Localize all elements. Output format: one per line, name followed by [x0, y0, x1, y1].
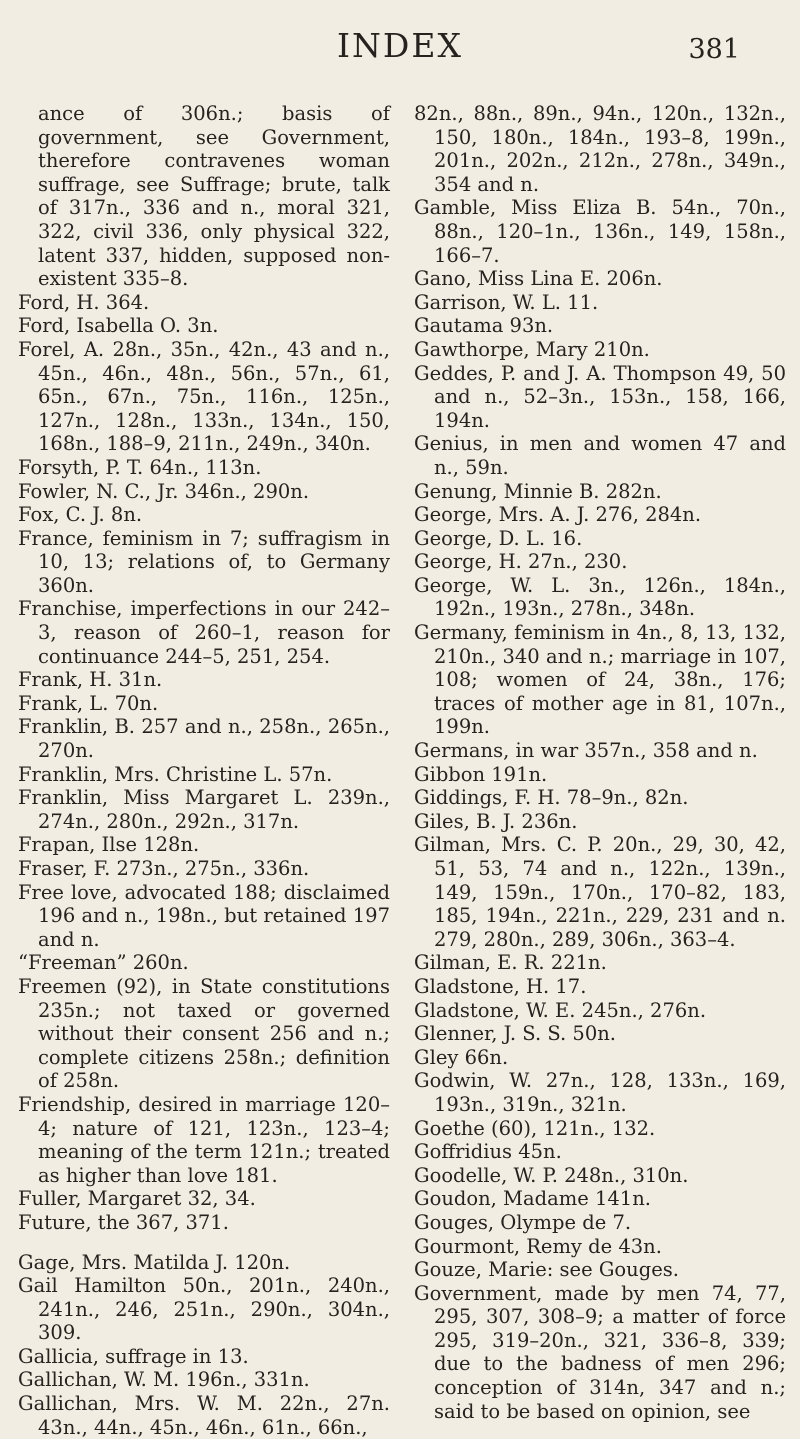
index-entry: Gibbon 191n. — [414, 762, 548, 786]
index-entry: Germany, feminism in 4n., 8, 13, 132, 210n., 340 and n.; marriage in 107, 108; women of 24, 38n., 176; traces of mother age in 81, 107n., 199n. — [414, 621, 786, 739]
index-entry: Genung, Minnie B. 282n. — [414, 479, 662, 503]
index-entry: Frank, L. 70n. — [18, 691, 159, 715]
index-entry: Franklin, Miss Margaret L. 239n., 274n., 280n., 292n., 317n. — [18, 786, 390, 833]
index-entry: Gautama 93n. — [414, 314, 554, 338]
index-entry: Free love, advocated 188; disclaimed 196 and n., 198n., but retained 197 and n. — [18, 880, 390, 951]
index-entry: Fowler, N. C., Jr. 346n., 290n. — [18, 479, 310, 503]
index-entry: Gawthorpe, Mary 210n. — [414, 337, 650, 361]
index-entry: Glenner, J. S. S. 50n. — [414, 1022, 616, 1046]
index-entry: George, Mrs. A. J. 276, 284n. — [414, 503, 702, 527]
index-entry: “Freeman” 260n. — [18, 951, 189, 975]
index-entry: 82n., 88n., 89n., 94n., 120n., 132n., 150, 180n., 184n., 193–8, 199n., 201n., 202n., 212n., 278n., 349n., 354 and n. — [414, 102, 786, 196]
index-entry: Ford, Isabella O. 3n. — [18, 314, 219, 338]
index-entry: Government, made by men 74, 77, 295, 307, 308–9; a matter of force 295, 319–20n., 321, 336–8, 339; due to the badness of men 296; conception of 314n, 347 and n.; said to be based on opinion, see — [414, 1281, 786, 1423]
index-entry: Germans, in war 357n., 358 and n. — [414, 739, 758, 763]
index-entry: Gladstone, H. 17. — [414, 974, 587, 998]
index-entry: Fuller, Margaret 32, 34. — [18, 1187, 256, 1211]
index-entry: Gail Hamilton 50n., 201n., 240n., 241n., 246, 251n., 290n., 304n., 309. — [18, 1274, 390, 1345]
index-entry: Gley 66n. — [414, 1045, 509, 1069]
index-entry: Freemen (92), in State constitutions 235n.; not taxed or governed without their consent 256 and n.; complete citizens 258n.; definition of 258n. — [18, 974, 390, 1093]
index-entry: Gilman, E. R. 221n. — [414, 951, 607, 975]
index-entry: Fox, C. J. 8n. — [18, 503, 143, 527]
index-entry: Franklin, B. 257 and n., 258n., 265n., 270n. — [18, 715, 390, 763]
index-entry: Goudon, Madame 141n. — [414, 1187, 651, 1211]
index-entry: Gladstone, W. E. 245n., 276n. — [414, 998, 707, 1022]
index-entry: Frapan, Ilse 128n. — [18, 833, 200, 857]
index-entry: Giles, B. J. 236n. — [414, 809, 578, 833]
index-entry: George, W. L. 3n., 126n., 184n., 192n., 193n., 278n., 348n. — [414, 573, 786, 621]
index-entry: Gage, Mrs. Matilda J. 120n. — [18, 1250, 291, 1274]
index-entry: Garrison, W. L. 11. — [414, 290, 599, 314]
index-entry: Godwin, W. 27n., 128, 133n., 169, 193n., 319n., 321n. — [414, 1069, 786, 1116]
index-entry: Forel, A. 28n., 35n., 42n., 43 and n., 45n., 46n., 48n., 56n., 57n., 61, 65n., 67n., 75n., 116n., 125n., 127n., 128n., 133n., 134n., 150, 168n., 188–9, 211n., 249n., 340n. — [18, 337, 390, 456]
index-entry: Gallichan, Mrs. W. M. 22n., 27n. 43n., 44n., 45n., 46n., 61n., 66n., — [18, 1392, 390, 1439]
index-entry: Ford, H. 364. — [18, 290, 150, 314]
index-entry: Gallichan, W. M. 196n., 331n. — [18, 1368, 310, 1392]
index-entry: France, feminism in 7; suffragism in 10, 13; relations of, to Germany 360n. — [18, 526, 390, 597]
index-entry: Franchise, imperfections in our 242–3, reason of 260–1, reason for continuance 244–5, 251, 254. — [18, 597, 390, 668]
index-entry: ance of 306n.; basis of government, see Government, therefore contravenes woman suffrage, see Suffrage; brute, talk of 317n., 336 and n., moral 321, 322, civil 336, only physical 322, latent 337, hidden, supposed non-existent 335–8. — [38, 102, 390, 291]
index-entry: Franklin, Mrs. Christine L. 57n. — [18, 762, 333, 786]
index-entry: George, H. 27n., 230. — [414, 550, 628, 574]
index-entry: Gourmont, Remy de 43n. — [414, 1234, 662, 1258]
index-entry: Friendship, desired in marriage 120–4; nature of 121, 123n., 123–4; meaning of the term 121n.; treated as higher than love 181. — [18, 1092, 390, 1187]
index-column-right — [414, 102, 786, 1423]
index-entry: Geddes, P. and J. A. Thompson 49, 50 and n., 52–3n., 153n., 158, 166, 194n. — [414, 361, 786, 432]
index-entry: Giddings, F. H. 78–9n., 82n. — [414, 786, 689, 810]
index-entry: Gouges, Olympe de 7. — [414, 1210, 632, 1234]
page-number: 381 — [688, 34, 740, 65]
page-header — [0, 0, 800, 92]
index-entry: Gallicia, suffrage in 13. — [18, 1344, 249, 1368]
index-entry: Gilman, Mrs. C. P. 20n., 29, 30, 42, 51, 53, 74 and n., 122n., 139n., 149, 159n., 170n., 170–82, 183, 185, 194n., 221n., 229, 231 and n. 279, 280n., 289, 306n., 363–4. — [414, 833, 786, 951]
index-entry: Goodelle, W. P. 248n., 310n. — [414, 1163, 689, 1187]
index-entry: Gamble, Miss Eliza B. 54n., 70n., 88n., 120–1n., 136n., 149, 158n., 166–7. — [414, 196, 786, 267]
index-entry: Forsyth, P. T. 64n., 113n. — [18, 455, 262, 479]
index-entry: Gouze, Marie: see Gouges. — [414, 1258, 679, 1282]
index-entry: George, D. L. 16. — [414, 526, 583, 550]
index-entry: Fraser, F. 273n., 275n., 336n. — [18, 857, 310, 880]
index-column-left — [18, 102, 390, 1439]
index-entry: Genius, in men and women 47 and n., 59n. — [414, 432, 786, 479]
index-entry: Goffridius 45n. — [414, 1140, 562, 1164]
index-entry: Frank, H. 31n. — [18, 668, 163, 692]
index-entry: Goethe (60), 121n., 132. — [414, 1116, 656, 1140]
running-title: INDEX — [337, 26, 463, 65]
index-entry: Future, the 367, 371. — [18, 1210, 229, 1234]
index-entry: Gano, Miss Lina E. 206n. — [414, 267, 663, 291]
